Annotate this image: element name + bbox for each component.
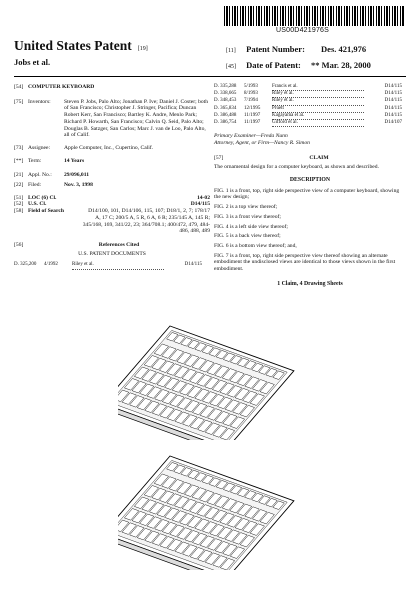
reference-num: D. 386,488 — [214, 112, 237, 118]
appl-label: Appl. No.: — [28, 172, 52, 179]
title-field-code: [54] — [14, 84, 24, 90]
date-label: Date of Patent: — [246, 60, 301, 70]
filed-code: [22] — [14, 182, 24, 189]
reference-cls: D14/115 — [384, 112, 402, 118]
term-label: Term: — [28, 157, 42, 164]
description-list — [214, 188, 406, 273]
term-code: [**] — [14, 157, 24, 164]
filed-label: Filed: — [28, 182, 42, 189]
header-rule — [14, 76, 406, 77]
reference-row — [214, 106, 406, 113]
reference-row — [14, 262, 210, 269]
reference-num: D. 386,754 — [214, 120, 237, 126]
date-value: Mar. 28, 2000 — [321, 60, 371, 70]
loc-code: [51] — [14, 194, 24, 201]
inventors-label: Inventors: — [28, 98, 51, 105]
reference-name: Pruett — [272, 106, 364, 113]
search-code: [58] — [14, 208, 24, 215]
reference-name: Riley et al. — [272, 98, 364, 105]
reference-cls: D14/115 — [384, 98, 402, 104]
figure-description: FIG. 4 is a left side view thereof; — [214, 223, 288, 230]
reference-cls: D14/107 — [384, 120, 402, 126]
claim-title: CLAIM — [309, 154, 329, 161]
right-column — [214, 84, 406, 287]
reference-num: D. 348,453 — [214, 98, 237, 104]
left-column — [14, 84, 210, 270]
reference-num: D. 365,834 — [214, 105, 237, 111]
patent-number-line — [226, 44, 406, 54]
reference-name: Riley et al. — [272, 91, 364, 98]
appl-code: [21] — [14, 172, 24, 179]
filed-text: Nov. 3, 1998 — [64, 182, 93, 189]
figure-description: FIG. 5 is a back view thereof; — [214, 233, 281, 240]
loc-text: 14-02 — [196, 194, 210, 201]
reference-date: 4/1992 — [44, 262, 58, 268]
claim-code: [57] — [214, 154, 224, 161]
inventors-code: [75] — [14, 98, 24, 105]
uscl-text: D14/115 — [190, 201, 210, 208]
reference-num: D. 325,200 — [14, 262, 37, 268]
figure-description: FIG. 3 is a front view thereof; — [214, 213, 281, 220]
refs-code: [56] — [14, 241, 24, 248]
refs-subtitle: U.S. PATENT DOCUMENTS — [78, 250, 146, 257]
right-refs-list — [214, 84, 406, 127]
reference-cls: D14/115 — [184, 262, 202, 268]
attorney: Attorney, Agent, or Firm—Nancy R. Simon — [214, 139, 310, 146]
search-text: D14/100, 101, D14/106, 115, 107; D18/1, 2, 7; 178/17 A, 17 C; 200/5 A, 5 R, 6 A, 6 R; 235/145 A, 145 R; 345/168, 169, 341/22, 23; 364/708.1; 400/472, 479, 484-486, 488, 489 — [82, 208, 210, 235]
reference-row — [214, 98, 406, 105]
reference-row — [214, 113, 406, 120]
patent-office-title — [14, 38, 148, 54]
keyboard-drawing-2 — [118, 452, 298, 570]
reference-row — [214, 120, 406, 127]
keyboard-drawing-1 — [118, 322, 298, 440]
assignee-code: [73] — [14, 144, 24, 151]
date-line — [226, 60, 406, 70]
reference-cls: D14/115 — [384, 105, 402, 111]
barcode — [224, 6, 404, 26]
title-code: [19] — [137, 46, 148, 52]
claim-text: The ornamental design for a computer keyboard, as shown and described. — [214, 164, 379, 171]
reference-row — [214, 91, 406, 98]
reference-row — [214, 84, 406, 91]
reference-name: Riley et al. — [72, 262, 164, 269]
figure-description: FIG. 6 is a bottom view thereof; and, — [214, 242, 297, 249]
reference-name: Francis et al. — [272, 84, 364, 91]
reference-num: D. 335,288 — [214, 84, 237, 89]
search-label: Field of Search — [28, 208, 64, 215]
assignee-text: Apple Computer, Inc., Cupertino, Calif. — [64, 144, 154, 151]
inventors-text: Steven P. Jobs, Palo Alto; Jonathan P. Ive; Daniel J. Coster; both of San Francisco; Christopher J. Stringer, Pacifica; Duncan Robert Kerr, San Francisco; Bartley K. Andre, Menlo Park; Richard P. Howarth, San Francisco; Calvin Q. Seid, Palo Alto; Douglas B. Satzger, San Carlos; Marc J. van de Loo, Palo Alto, all of Calif. — [64, 98, 209, 139]
assignee-label: Assignee: — [28, 144, 51, 151]
left-refs-list — [14, 262, 210, 269]
figure-description: FIG. 7 is a front, top, right side perspective view thereof showing an alternate embodiment the undisclosed views are identical to those views shown in the first embodiment. — [214, 252, 396, 273]
reference-date: 12/1995 — [244, 105, 261, 111]
reference-date: 11/1997 — [244, 112, 261, 118]
reference-cls: D14/115 — [384, 91, 402, 97]
reference-date: 5/1993 — [244, 84, 258, 89]
inventors-short: Jobs et al. — [14, 57, 51, 67]
title-field-value: COMPUTER KEYBOARD — [28, 84, 95, 90]
patent-number-label: Patent Number: — [246, 44, 305, 54]
claims-summary: 1 Claim, 4 Drawing Sheets — [277, 280, 343, 287]
title-text: United States Patent — [14, 38, 132, 53]
loc-label: LOC (6) Cl. — [28, 194, 57, 201]
appl-text: 29/096,011 — [64, 172, 90, 179]
primary-examiner: Primary Examiner—Freda Nunn — [214, 133, 288, 140]
reference-name: Kagayama et al. — [272, 113, 364, 120]
reference-date: 7/1994 — [244, 98, 258, 104]
reference-cls: D14/115 — [384, 84, 402, 89]
description-title: DESCRIPTION — [289, 177, 331, 184]
date-marker: ** — [311, 60, 320, 70]
term-text: 14 Years — [64, 157, 85, 164]
reference-num: D. 338,665 — [214, 91, 237, 97]
refs-title: References Cited — [98, 241, 140, 248]
figure-description: FIG. 2 is a top view thereof; — [214, 204, 278, 211]
date-code: [45] — [226, 64, 236, 70]
barcode-number: US00D421976S — [276, 27, 329, 34]
reference-date: 8/1993 — [244, 91, 258, 97]
reference-date: 11/1997 — [244, 120, 261, 126]
patent-number: Des. 421,976 — [321, 44, 367, 54]
reference-name: Gifford et al. — [272, 120, 364, 127]
uscl-code: [52] — [14, 201, 24, 208]
patent-number-code: [11] — [226, 48, 236, 54]
uscl-label: U.S. Cl. — [28, 201, 47, 208]
figure-description: FIG. 1 is a front, top, right side perspective view of a computer keyboard, showing the new design; — [214, 187, 400, 201]
